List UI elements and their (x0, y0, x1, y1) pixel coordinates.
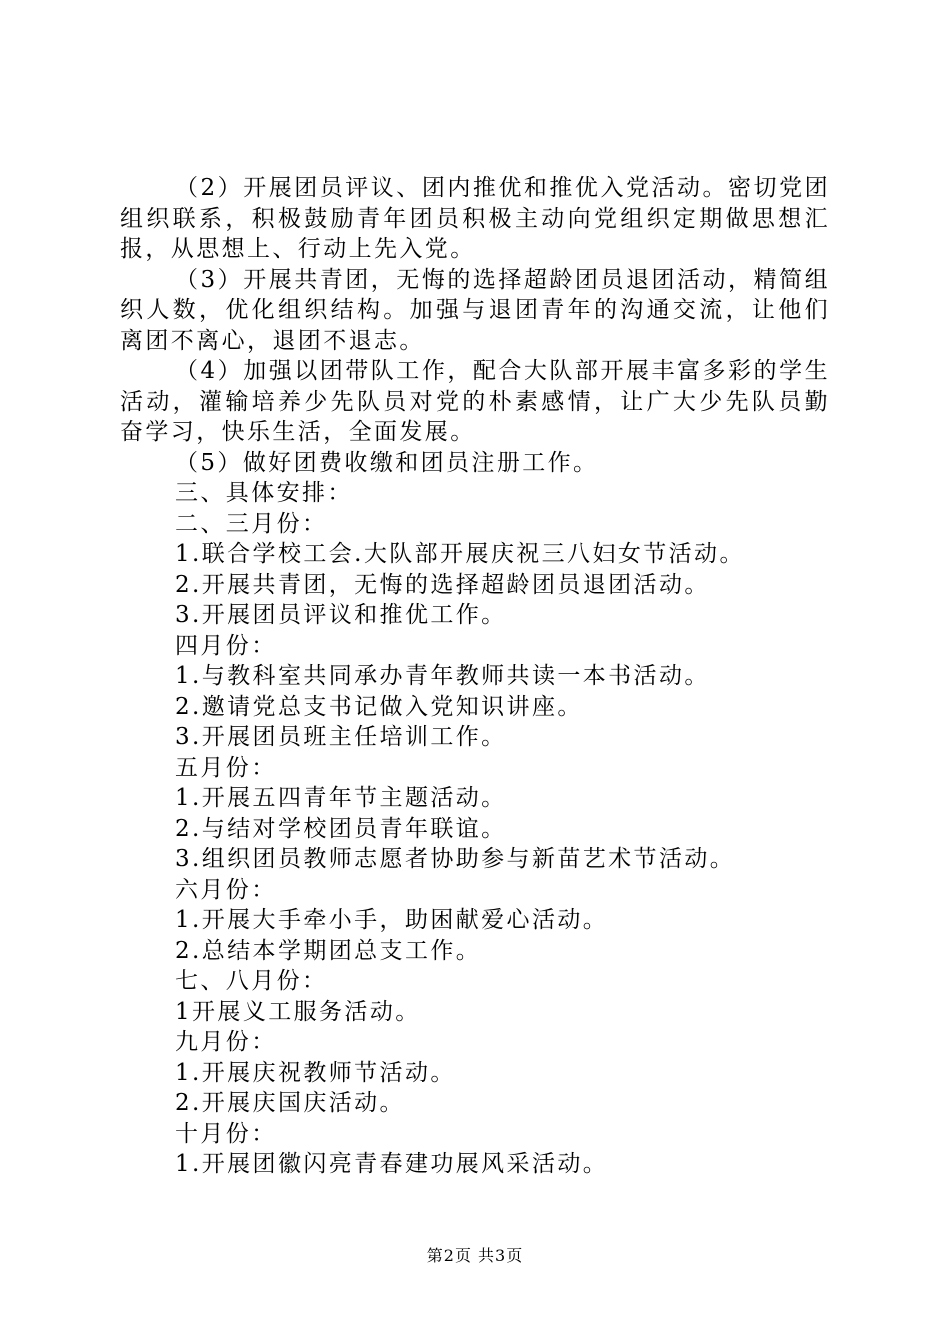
month-heading: 九月份： (175, 1029, 277, 1055)
month-heading: 七、八月份： (175, 968, 328, 994)
list-item: 2.开展庆国庆活动。 (175, 1090, 405, 1116)
list-item: 1.开展大手牵小手，助困献爱心活动。 (175, 907, 609, 933)
section-heading: 三、具体安排： (175, 480, 353, 506)
list-item: 3.组织团员教师志愿者协助参与新苗艺术节活动。 (175, 846, 736, 872)
list-item: 3.开展团员评议和推优工作。 (175, 602, 507, 628)
list-item: 1.联合学校工会.大队部开展庆祝三八妇女节活动。 (175, 541, 745, 567)
paragraph-item-3: （3）开展共青团，无悔的选择超龄团员退团活动，精简组织人数，优化组织结构。加强与退团青年的沟通交流，让他们离团不离心，退团不退志。 (120, 266, 830, 354)
month-heading: 十月份： (175, 1120, 277, 1147)
list-item: 2.总结本学期团总支工作。 (175, 937, 482, 964)
list-item: 1.开展庆祝教师节活动。 (175, 1059, 456, 1086)
month-heading: 五月份： (175, 754, 277, 781)
list-item: 1.开展团徽闪亮青春建功展风采活动。 (175, 1151, 609, 1177)
list-item: 1开展义工服务活动。 (175, 998, 421, 1025)
month-heading: 六月份： (175, 876, 277, 903)
paragraph-item-4: （4）加强以团带队工作，配合大队部开展丰富多彩的学生活动，灌输培养少先队员对党的朴素感情，让广大少先队员勤奋学习，快乐生活，全面发展。 (120, 358, 830, 445)
list-item: 2.开展共青团，无悔的选择超龄团员退团活动。 (175, 571, 710, 598)
document-body (120, 173, 830, 1180)
page-number-footer: 第2页 共3页 (426, 1246, 524, 1265)
list-item: 2.与结对学校团员青年联谊。 (175, 815, 507, 842)
list-item: 1.开展五四青年节主题活动。 (175, 785, 507, 811)
month-heading: 二、三月份： (175, 510, 328, 537)
list-item: （5）做好团费收缴和团员注册工作。 (175, 449, 599, 476)
paragraph-item-2: （2）开展团员评议、团内推优和推优入党活动。密切党团组织联系，积极鼓励青年团员积极主动向党组织定期做思想汇报，从思想上、行动上先入党。 (120, 175, 830, 262)
month-heading: 四月份： (175, 632, 277, 659)
list-item: 2.邀请党总支书记做入党知识讲座。 (175, 693, 583, 720)
list-item: 3.开展团员班主任培训工作。 (175, 724, 507, 750)
list-item: 1.与教科室共同承办青年教师共读一本书活动。 (175, 663, 710, 689)
